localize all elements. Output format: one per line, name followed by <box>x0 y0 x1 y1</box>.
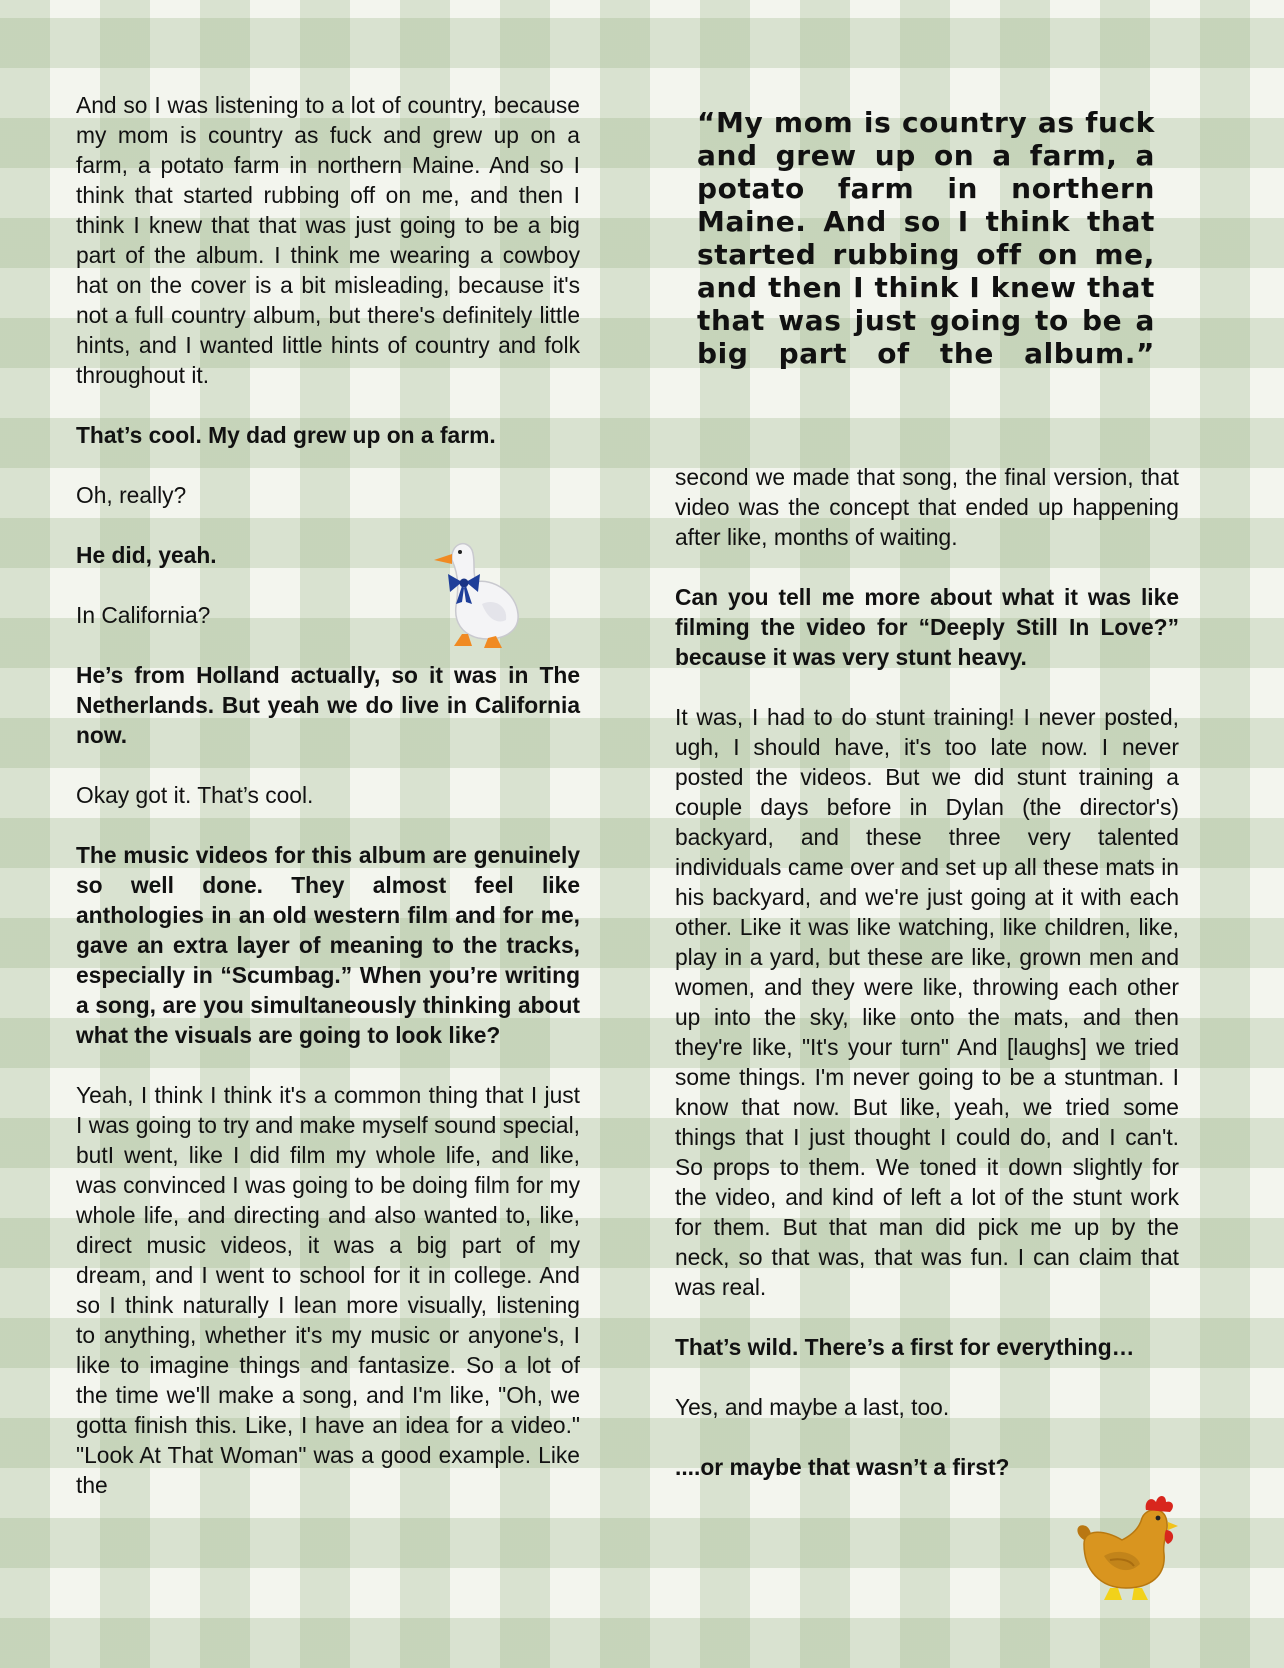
question-paragraph: The music videos for this album are genuinely so well done. They almost feel like anthologies in an old western film and for me, gave an extra layer of meaning to the tracks, especially in “Scumbag.” When you’re writing a song, are you simultaneously thinking about what the visuals are going to look like? <box>76 842 580 1048</box>
answer-paragraph: It was, I had to do stunt training! I never posted, ugh, I should have, it's too late now. I never posted the videos. But we did stunt training a couple days before in Dylan (the director's) backyard, and these three very talented individuals came over and set up all these mats in his backyard, and we're just going at it with each other. Like it was like watching, like children, like, play in a yard, but these are like, grown men and women, and they were like, throwing each other up into the sky, like onto the mats, and then they're like, "It's your turn" And [laughs] we tried some things. I'm never going to be a stuntman. I know that now. But like, yeah, we tried some things that I just thought I could do, and I can't. So props to them. We toned it down slightly for the video, and kind of left a lot of the stunt work for them. But that man did pick me up by the neck, so that was, that was fun. I can claim that was real. <box>675 704 1179 1300</box>
answer-paragraph: Yeah, I think I think it's a common thing that I just I was going to try and make myself sound special, butI went, like I did film my whole life, and like, was convinced I was going to be doing film for my whole life, and directing and also wanted to, like, direct music videos, it was a big part of my dream, and I went to school for it in college. And so I think naturally I lean more visually, listening to anything, whether it's my music or anyone's, I like to imagine things and fantasize. So a lot of the time we'll make a song, and I'm like, "Oh, we gotta finish this. Like, I have an idea for a video." "Look At That Woman" was a good example. Like the <box>76 1082 580 1498</box>
question-paragraph: He did, yeah. <box>76 542 217 568</box>
left-column <box>76 90 580 1530</box>
right-column <box>675 462 1179 1512</box>
answer-paragraph: Yes, and maybe a last, too. <box>675 1394 950 1420</box>
question-paragraph: That’s wild. There’s a first for everything… <box>675 1334 1135 1360</box>
question-paragraph: That’s cool. My dad grew up on a farm. <box>76 422 496 448</box>
answer-paragraph: Oh, really? <box>76 482 187 508</box>
pull-quote: “My mom is country as fuck and grew up on a farm, a potato farm in northern Maine. And so I think that started rubbing off on me, and then I think I knew that that was just going to be a big part of the album.” <box>697 106 1155 370</box>
answer-paragraph: In California? <box>76 602 211 628</box>
question-paragraph: Can you tell me more about what it was like filming the video for “Deeply Still In Love?” because it was very stunt heavy. <box>675 584 1179 670</box>
answer-paragraph: And so I was listening to a lot of country, because my mom is country as fuck and grew up on a farm, a potato farm in northern Maine. And so I think that started rubbing off on me, and then I think I knew that that was just going to be a big part of the album. I think me wearing a cowboy hat on the cover is a bit misleading, because it's not a full country album, but there's definitely little hints, and I wanted little hints of country and folk throughout it. <box>76 92 580 388</box>
hen-sticker-icon <box>1070 1490 1180 1605</box>
answer-paragraph-continued: second we made that song, the final version, that video was the concept that ended up happening after like, months of waiting. <box>675 464 1179 550</box>
question-paragraph: He’s from Holland actually, so it was in The Netherlands. But yeah we do live in California now. <box>76 662 580 748</box>
answer-paragraph: Okay got it. That’s cool. <box>76 782 314 808</box>
goose-sticker-icon <box>432 530 527 650</box>
question-paragraph: ....or maybe that wasn’t a first? <box>675 1454 1010 1480</box>
